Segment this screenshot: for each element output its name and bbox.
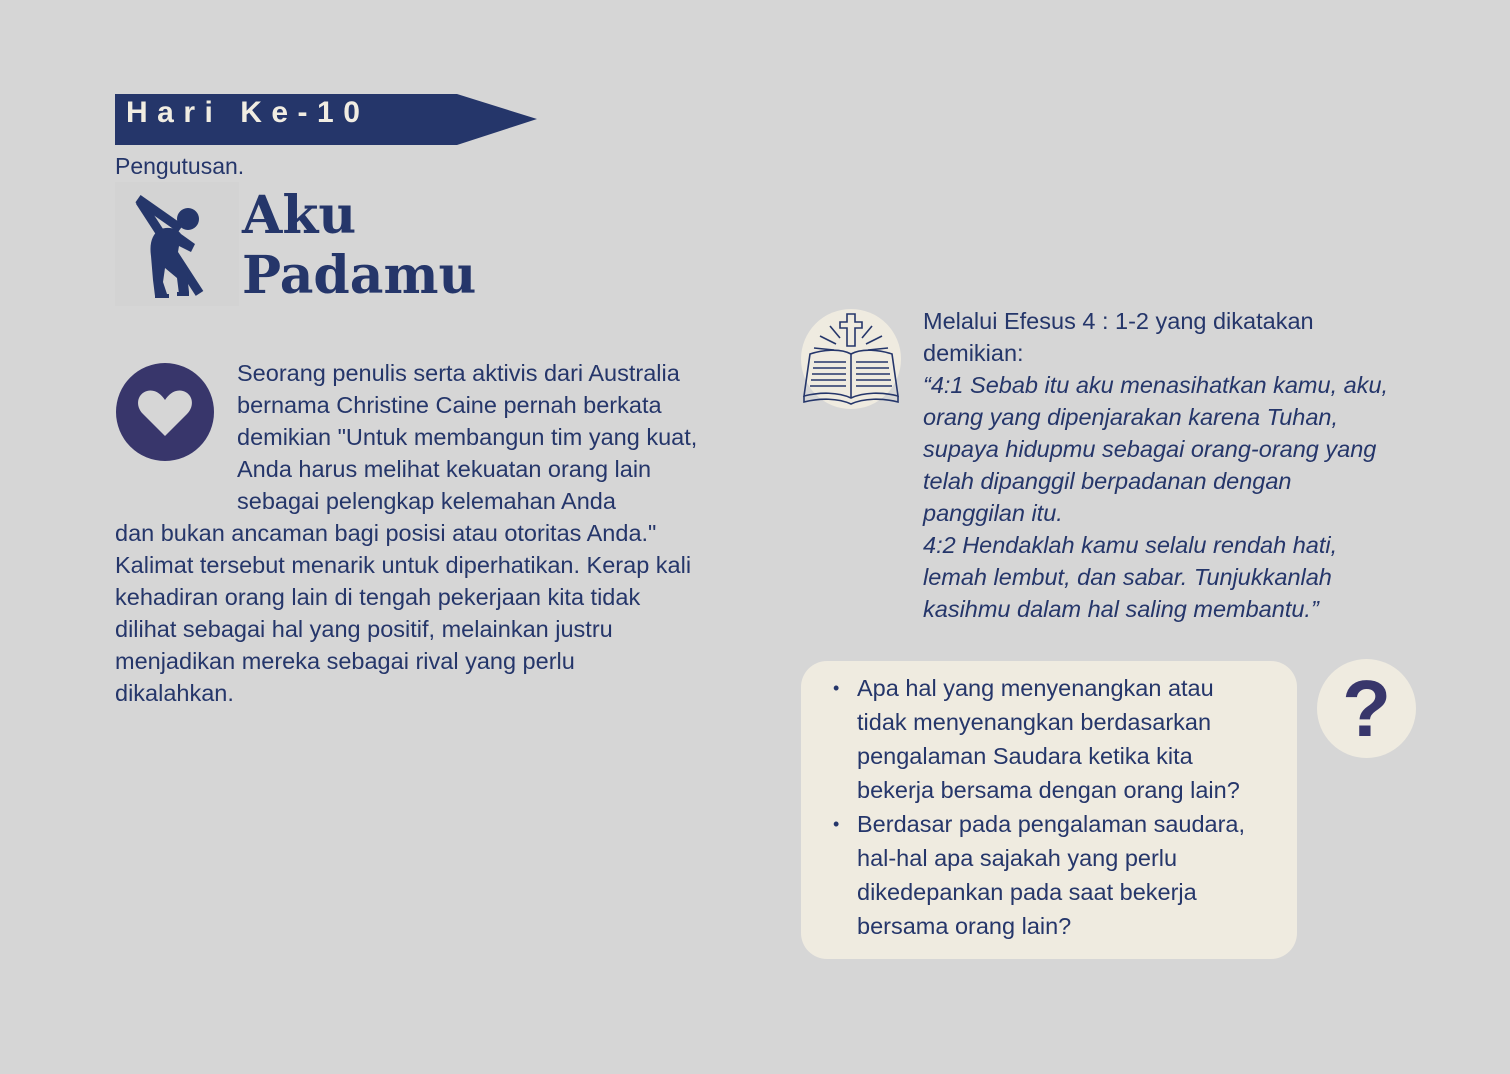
- scripture-quote-line: orang yang dipenjarakan karena Tuhan,: [923, 404, 1339, 430]
- question-line: dikedepankan pada saat bekerja: [857, 879, 1197, 905]
- day-banner: [115, 94, 537, 145]
- scripture-intro: Melalui Efesus 4 : 1-2 yang dikatakan: [923, 308, 1314, 334]
- question-line: Berdasar pada pengalaman saudara,: [857, 811, 1246, 837]
- reflection-line: sebagai pelengkap kelemahan Anda: [237, 488, 616, 514]
- scripture-quote-line: lemah lembut, dan sabar. Tunjukkanlah: [923, 564, 1332, 590]
- question-line: hal-hal apa sajakah yang perlu: [857, 845, 1178, 871]
- scripture-intro: demikian:: [923, 340, 1024, 366]
- page-title: [242, 186, 476, 306]
- question-mark-icon: ?: [1317, 659, 1416, 758]
- person-carrying-cross-icon: [115, 182, 239, 306]
- day-label: Hari Ke-10: [126, 96, 370, 129]
- scripture-quote-line: telah dipanggil berpadanan dengan: [923, 468, 1292, 494]
- reflection-line: dilihat sebagai hal yang positif, melainkan justru: [115, 616, 613, 642]
- question-line: pengalaman Saudara ketika kita: [857, 743, 1193, 769]
- reflection-line: bernama Christine Caine pernah berkata: [237, 392, 662, 418]
- question-list: [833, 671, 1287, 943]
- scripture-passage: [923, 305, 1433, 625]
- theme-subtitle: Pengutusan.: [115, 153, 245, 179]
- title-line-1: Aku: [242, 185, 357, 246]
- bullet-icon: •: [833, 814, 840, 834]
- bullet-icon: •: [833, 678, 840, 698]
- reflection-paragraph: [115, 357, 735, 709]
- reflection-line: kehadiran orang lain di tengah pekerjaan kita tidak: [115, 584, 641, 610]
- reflection-line: Seorang penulis serta aktivis dari Australia: [237, 360, 680, 386]
- reflection-line: Anda harus melihat kekuatan orang lain: [237, 456, 652, 482]
- question-item: [833, 671, 1287, 807]
- scripture-quote-line: kasihmu dalam hal saling membantu.”: [923, 596, 1319, 622]
- title-line-2: Padamu: [242, 245, 477, 306]
- scripture-quote-line: “4:1 Sebab itu aku menasihatkan kamu, aku,: [923, 372, 1389, 398]
- reflection-questions-box: [801, 661, 1297, 959]
- question-line: Apa hal yang menyenangkan atau: [857, 675, 1214, 701]
- reflection-line: dikalahkan.: [115, 680, 234, 706]
- reflection-line: demikian "Untuk membangun tim yang kuat,: [237, 424, 698, 450]
- reflection-line: Kalimat tersebut menarik untuk diperhatikan. Kerap kali: [115, 552, 692, 578]
- question-line: tidak menyenangkan berdasarkan: [857, 709, 1212, 735]
- question-line: bersama orang lain?: [857, 913, 1072, 939]
- reflection-line: dan bukan ancaman bagi posisi atau otoritas Anda.": [115, 520, 657, 546]
- question-item: [833, 807, 1287, 943]
- scripture-quote-line: panggilan itu.: [923, 500, 1063, 526]
- scripture-quote-line: supaya hidupmu sebagai orang-orang yang: [923, 436, 1377, 462]
- question-line: bekerja bersama dengan orang lain?: [857, 777, 1240, 803]
- reflection-line: menjadikan mereka sebagai rival yang perlu: [115, 648, 575, 674]
- scripture-quote-line: 4:2 Hendaklah kamu selalu rendah hati,: [923, 532, 1338, 558]
- bible-cross-icon: [800, 308, 902, 410]
